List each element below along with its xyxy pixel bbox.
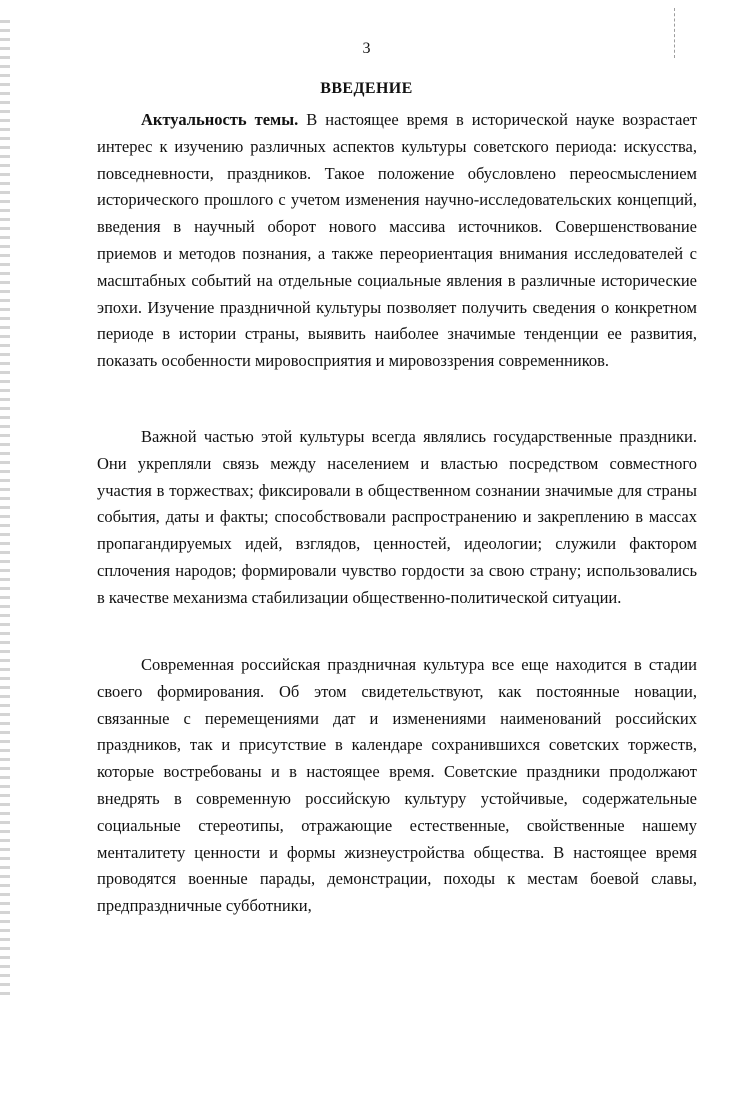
paragraph-state-holidays	[97, 424, 697, 612]
page-number: 3	[362, 40, 371, 57]
paragraph-modern-culture	[97, 652, 697, 920]
paragraph-text: В настоящее время в исторической науке возрастает интерес к изучению различных аспектов культуры советского периода: искусства, повседневности, праздников. Такое положение обусловлено переосмыслением исторического прошлого с учетом изменения научно-исследовательских концепций, введения в научный оборот нового массива источников. Совершенствование приемов и методов познания, а также переориентация внимания исследователей с масштабных событий на отдельные социальные явления в различные исторические эпохи. Изучение праздничной культуры позволяет получить сведения о конкретном периоде в истории страны, выявить наиболее значимые тенденции ее развития, показать особенности мировосприятия и мировоззрения современников.	[97, 110, 697, 371]
paragraph-text: Современная российская праздничная культура все еще находится в стадии своего формирования. Об этом свидетельствуют, как постоянные новации, связанные с перемещениями дат и изменениями наименований российских праздников, так и присутствие в календаре сохранившихся советских торжеств, которые востребованы и в настоящее время. Советские праздники продолжают внедрять в современную российскую культуру устойчивые, содержательные социальные стереотипы, отражающие естественные, свойственные нашему менталитету ценности и формы жизнеустройства общества. В настоящее время проводятся военные парады, демонстрации, походы к местам боевой славы, предпраздничные субботники,	[97, 655, 697, 916]
section-title: ВВЕДЕНИЕ	[320, 80, 413, 97]
paragraph-text: Важной частью этой культуры всегда являлись государственные праздники. Они укрепляли связь между населением и властью посредством совместного участия в торжествах; фиксировали в общественном сознании значимые для страны события, даты и факты; способствовали распространению и закреплению в массах пропагандируемых идей, взглядов, ценностей, идеологии; служили фактором сплочения народов; формировали чувство гордости за свою страну; использовались в качестве механизма стабилизации общественно-политической ситуации.	[97, 427, 697, 607]
paragraph-lead-heading: Актуальность темы.	[141, 110, 299, 129]
paragraph-relevance	[97, 107, 697, 375]
scan-binding-edge	[0, 20, 10, 1000]
